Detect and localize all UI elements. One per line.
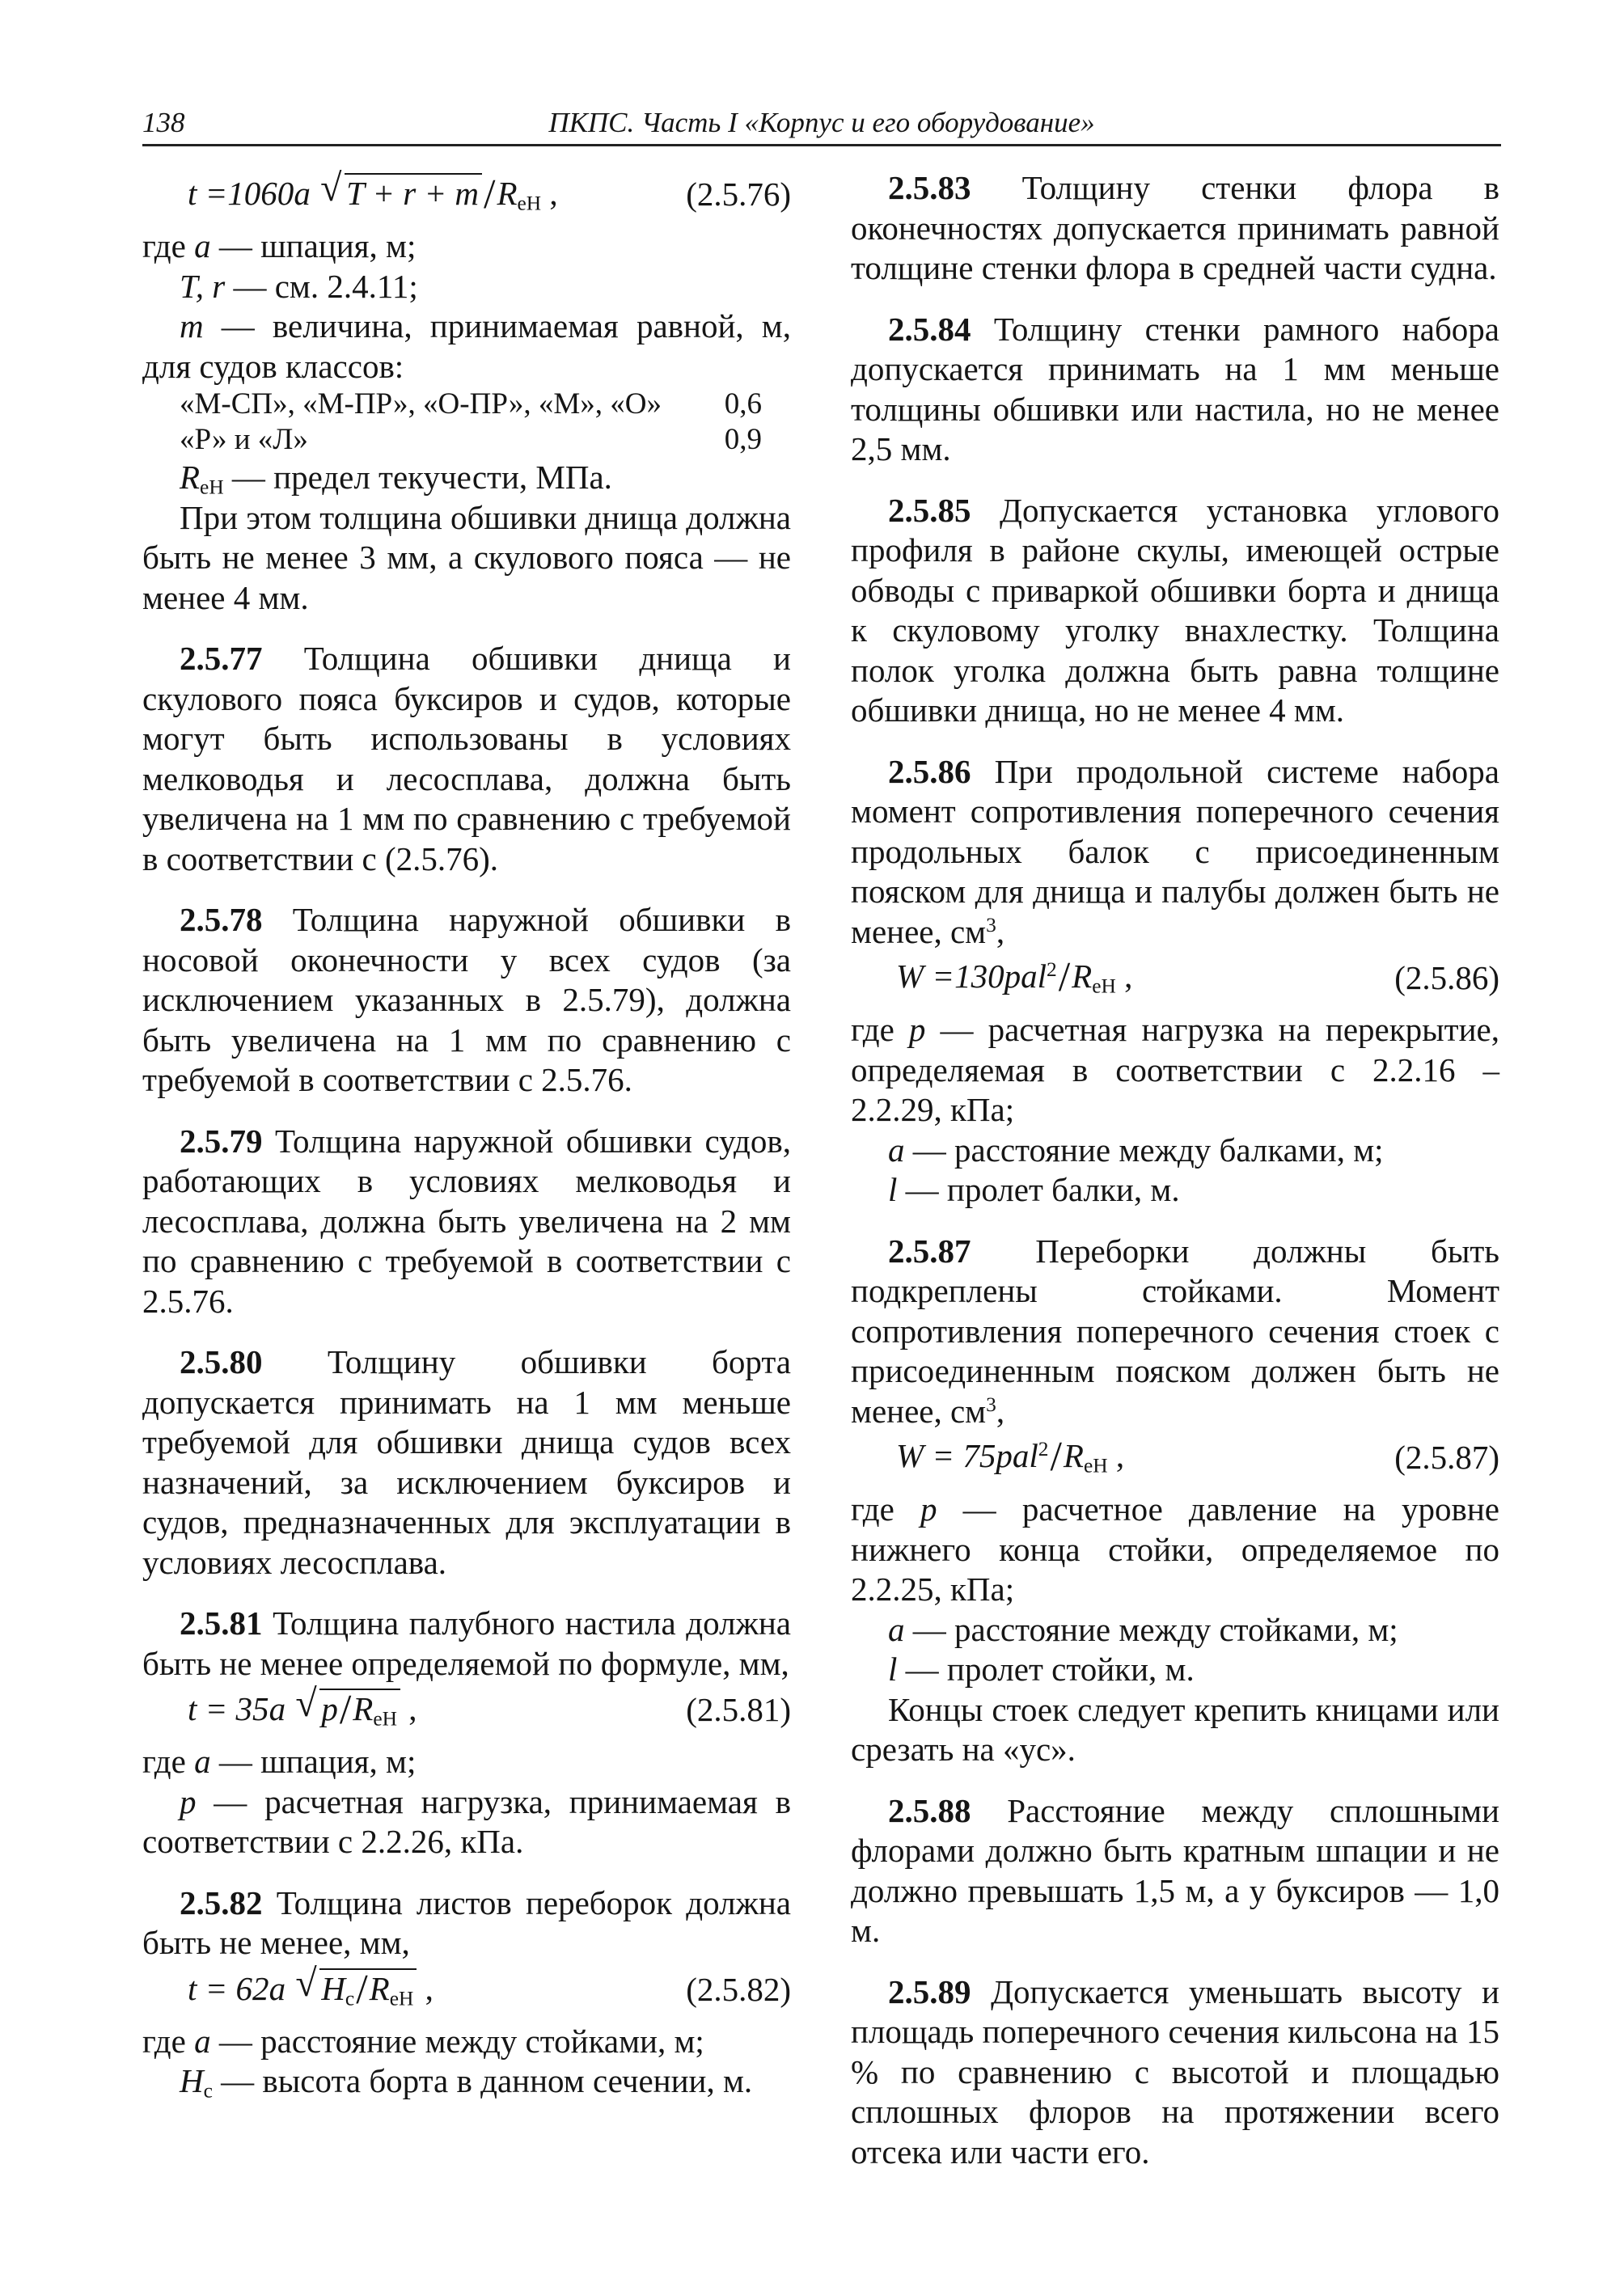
- section-2-5-89: 2.5.89 Допускается уменьшать высоту и площадь поперечного сечения кильсона на 15 % по сравнению с высотой и площадью сплошных флоров на протяжении всего отсека или части его.: [851, 1972, 1499, 2171]
- section-2-5-88: 2.5.88 Расстояние между сплошными флорами должно быть кратным шпации и не должно превышать 1,5 м, а у буксиров — 1,0 м.: [851, 1791, 1499, 1949]
- formula-number: (2.5.87): [1394, 1439, 1499, 1476]
- page-number: 138: [142, 107, 185, 138]
- formula-2-5-76: t =1060a √ T + r + m $/R_{eH}$ , (2.5.76): [188, 167, 791, 218]
- square-root: √ T + r + m: [320, 173, 482, 214]
- definition-line: l — пролет балки, м.: [888, 1171, 1180, 1208]
- section-2-5-83: 2.5.83 Толщину стенки флора в оконечностях допускается принимать равной толщине стенки флора в средней части судна.: [851, 169, 1499, 286]
- section-2-5-77: 2.5.77 Толщина обшивки днища и скулового пояса буксиров и судов, которые могут быть использованы в условиях мелководья и лесосплава, должна быть увеличена на 1 мм по сравнению с требуемой в соответствии с (2.5.76).: [142, 640, 791, 877]
- class-list-item: «Р» и «Л» 0,9: [180, 423, 762, 456]
- definition-line: $H_c$ — высота борта в данном сечении, м.: [180, 2062, 753, 2103]
- square-root: √ $p/R_{eH}$: [295, 1689, 400, 1730]
- section-2-5-81: 2.5.81 Толщина палубного настила должна быть не менее определяемой по формуле, мм,: [142, 1604, 791, 1682]
- definition-line: a — расстояние между стойками, м;: [888, 1610, 1398, 1648]
- section-2-5-84: 2.5.84 Толщину стенки рамного набора допускается принимать на 1 мм меньше толщины обшивки или настила, но не менее 2,5 мм.: [851, 310, 1499, 467]
- definition-line: a — расстояние между балками, м;: [888, 1131, 1384, 1169]
- paragraph: При этом толщина обшивки днища должна быть не менее 3 мм, а скулового пояса — не менее 4 мм.: [142, 498, 791, 616]
- formula-2-5-86: $W =130pal^2/R_{eH}$ , (2.5.86): [896, 954, 1499, 1000]
- section-2-5-78: 2.5.78 Толщина наружной обшивки в носовой оконечности у всех судов (за исключением указанных в 2.5.79), должна быть увеличена на 1 мм по сравнению с требуемой в соответствии с 2.5.76.: [142, 901, 791, 1098]
- definition-line: T, r — см. 2.4.11;: [180, 267, 418, 305]
- section-2-5-82: 2.5.82 Толщина листов переборок должна быть не менее, мм,: [142, 1883, 791, 1961]
- paragraph: Концы стоек следует крепить кницами или срезать на «ус».: [851, 1690, 1499, 1768]
- definition-line: где a — шпация, м;: [142, 1743, 417, 1780]
- running-header: [142, 104, 1501, 146]
- square-root: √ $H_c/R_{eH}$: [295, 1968, 417, 2010]
- left-column: [142, 168, 791, 2102]
- definition-line: $R_{eH}$ — предел текучести, МПа.: [180, 459, 612, 499]
- section-2-5-86: 2.5.86 При продольной системе набора момент сопротивления поперечного сечения продольных балок с присоединенным пояском для днища и палубы должен быть не менее, $см^3$,: [851, 752, 1499, 950]
- running-title: ПКПС. Часть I «Корпус и его оборудование»: [548, 107, 1095, 138]
- definition-line: где p — расчетное давление на уровне нижнего конца стойки, определяемое по 2.2.25, кПа;: [851, 1490, 1499, 1608]
- formula-lhs: t =1060: [188, 175, 294, 212]
- section-2-5-85: 2.5.85 Допускается установка углового профиля в районе скулы, имеющей острые обводы с приваркой обшивки борта и днища к скуловому уголку внахлестку. Толщина полок уголка должна быть равна толщине обшивки днища, но не менее 4 мм.: [851, 491, 1499, 729]
- section-2-5-79: 2.5.79 Толщина наружной обшивки судов, работающих в условиях мелководья и лесосплава, должна быть увеличена на 2 мм по сравнению с требуемой в соответствии с 2.5.76.: [142, 1122, 791, 1320]
- definition-line: m — величина, принимаемая равной, м, для судов классов:: [142, 307, 791, 385]
- definition-line: где a — шпация, м;: [142, 227, 417, 264]
- formula-number: (2.5.86): [1394, 959, 1499, 996]
- definition-line: где p — расчетная нагрузка на перекрытие, определяемая в соответствии с 2.2.16 – 2.2.29, кПа;: [851, 1011, 1499, 1128]
- definition-line: l — пролет стойки, м.: [888, 1651, 1195, 1688]
- class-list-item: «М-СП», «М-ПР», «О-ПР», «М», «О» 0,6: [180, 387, 762, 421]
- formula-2-5-82: t = 62a √ $H_c/R_{eH}$ , (2.5.82): [188, 1961, 791, 2013]
- formula-number: (2.5.81): [686, 1691, 791, 1728]
- definition-line: где a — расстояние между стойками, м;: [142, 2022, 704, 2060]
- right-column: [851, 168, 1499, 2172]
- section-2-5-80: 2.5.80 Толщину обшивки борта допускается принимать на 1 мм меньше требуемой для обшивки днища судов всех назначений, за исключением буксиров и судов, предназначенных для эксплуатации в условиях лесосплава.: [142, 1343, 791, 1581]
- formula-2-5-81: t = 35a √ $p/R_{eH}$ , (2.5.81): [188, 1682, 791, 1733]
- formula-number: (2.5.82): [686, 1970, 791, 2008]
- definition-line: p — расчетная нагрузка, принимаемая в соответствии с 2.2.26, кПа.: [142, 1782, 791, 1860]
- section-2-5-87: 2.5.87 Переборки должны быть подкреплены стойками. Момент сопротивления поперечного сечения стоек с присоединенным пояском должен быть не менее, $см^3$,: [851, 1232, 1499, 1430]
- formula-2-5-87: $W = 75pal^2/R_{eH}$ , (2.5.87): [896, 1434, 1499, 1480]
- formula-number: (2.5.76): [686, 175, 791, 213]
